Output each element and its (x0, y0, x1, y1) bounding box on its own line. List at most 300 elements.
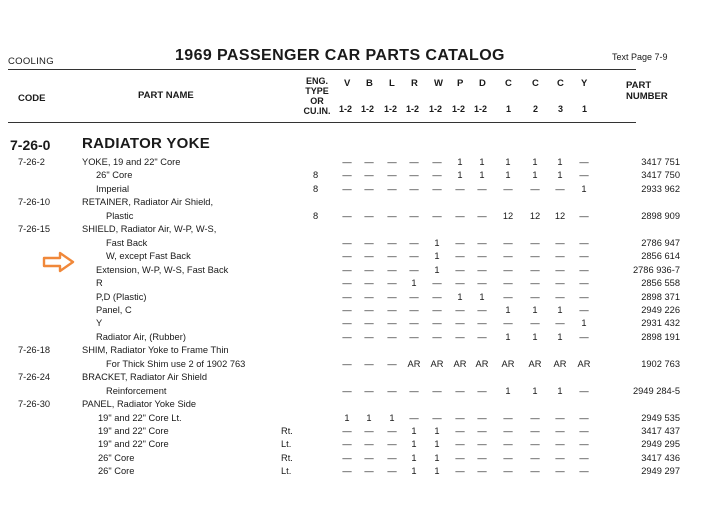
engine-type: 8 (313, 183, 319, 194)
quantity-cell: — (409, 210, 419, 221)
quantity-cell: 1 (434, 439, 440, 450)
part-name: For Thick Shim use 2 of 1902 763 (106, 358, 246, 369)
model-letter-heading: B (366, 78, 373, 89)
quantity-cell: 1 (532, 304, 538, 315)
column-header-rule (8, 122, 636, 123)
part-name: Panel, C (96, 304, 132, 315)
quantity-cell: — (579, 304, 589, 315)
quantity-cell: 12 (502, 210, 514, 221)
quantity-cell: — (455, 318, 465, 329)
part-name: 26" Core (98, 452, 135, 463)
quantity-cell: — (387, 237, 397, 248)
table-row (0, 278, 721, 291)
quantity-cell: — (503, 318, 513, 329)
quantity-cell: AR (430, 358, 444, 369)
quantity-cell: — (477, 466, 487, 477)
part-name: PANEL, Radiator Yoke Side (82, 399, 197, 410)
part-number: 1902 763 (641, 358, 680, 369)
part-name: YOKE, 19 and 22" Core (82, 157, 181, 167)
table-row (0, 332, 721, 345)
section-title: RADIATOR YOKE (82, 135, 211, 152)
quantity-cell: — (477, 304, 487, 315)
part-number: 2949 297 (641, 466, 680, 477)
quantity-cell: — (364, 183, 374, 194)
quantity-cell: — (555, 278, 565, 289)
quantity-cell: — (579, 210, 589, 221)
quantity-cell: 1 (479, 291, 485, 302)
quantity-cell: — (364, 304, 374, 315)
model-letter-heading: D (479, 78, 486, 89)
table-row (0, 426, 721, 439)
quantity-cell: — (432, 170, 442, 181)
quantity-cell: AR (501, 358, 515, 369)
quantity-cell: — (579, 385, 589, 396)
part-side: Rt. (281, 452, 293, 463)
model-letter-heading: R (411, 78, 418, 89)
quantity-cell: 1 (389, 412, 395, 423)
part-side: Lt. (281, 466, 292, 477)
quantity-cell: — (409, 385, 419, 396)
quantity-cell: — (432, 278, 442, 289)
quantity-cell: — (579, 439, 589, 450)
quantity-cell: — (555, 426, 565, 436)
column-code: CODE (18, 93, 46, 104)
header-rule (8, 69, 636, 70)
part-side: Lt. (281, 439, 292, 450)
quantity-cell: — (503, 452, 513, 463)
quantity-cell: — (530, 264, 540, 275)
quantity-cell: — (342, 278, 352, 289)
quantity-cell: — (503, 278, 513, 289)
part-code: 7-26-10 (18, 197, 51, 208)
page-reference: Text Page 7-9 (612, 52, 668, 62)
quantity-cell: — (409, 291, 419, 302)
quantity-cell: — (477, 412, 487, 423)
table-row (0, 197, 721, 210)
quantity-cell: 1 (557, 385, 563, 396)
page-title: 1969 PASSENGER CAR PARTS CATALOG (175, 47, 505, 64)
quantity-cell: — (387, 157, 397, 167)
part-number: 3417 436 (641, 452, 680, 463)
quantity-cell: — (364, 210, 374, 221)
part-code: 7-26-2 (18, 157, 45, 167)
quantity-cell: — (477, 210, 487, 221)
quantity-cell: 1 (434, 264, 440, 275)
part-name: W, except Fast Back (106, 251, 191, 262)
right-arrow-icon (42, 251, 76, 273)
model-sub-heading: 1 (506, 104, 512, 114)
column-part-name: PART NAME (138, 90, 194, 101)
quantity-cell: — (555, 251, 565, 262)
quantity-cell: — (455, 412, 465, 423)
quantity-cell: — (530, 439, 540, 450)
part-name: 19" and 22" Core (98, 439, 169, 450)
model-letter-heading: Y (581, 78, 588, 89)
quantity-cell: — (364, 426, 374, 436)
part-number: 3417 750 (641, 170, 680, 181)
part-code: 7-26-30 (18, 399, 51, 410)
quantity-cell: — (579, 412, 589, 423)
part-number: 2931 432 (641, 318, 680, 329)
part-name: SHIM, Radiator Yoke to Frame Thin (82, 345, 229, 356)
quantity-cell: — (364, 439, 374, 450)
quantity-cell: 1 (532, 157, 538, 167)
quantity-cell: 1 (434, 452, 440, 463)
quantity-cell: — (364, 157, 374, 167)
table-row (0, 386, 721, 399)
quantity-cell: 1 (434, 426, 440, 436)
eng-type-line: CU.IN. (303, 106, 331, 116)
quantity-cell: — (579, 426, 589, 436)
quantity-cell: — (364, 318, 374, 329)
quantity-cell: — (342, 331, 352, 342)
quantity-cell: — (387, 385, 397, 396)
quantity-cell: — (455, 439, 465, 450)
quantity-cell: — (432, 318, 442, 329)
quantity-cell: 1 (434, 466, 440, 477)
quantity-cell: — (342, 358, 352, 369)
quantity-cell: — (409, 304, 419, 315)
eng-type-line: OR (310, 96, 324, 106)
quantity-cell: — (530, 318, 540, 329)
quantity-cell: — (455, 385, 465, 396)
model-sub-heading: 1-2 (429, 104, 443, 114)
table-row (0, 413, 721, 426)
model-sub-heading: 1-2 (384, 104, 398, 114)
quantity-cell: — (530, 452, 540, 463)
quantity-cell: — (364, 385, 374, 396)
quantity-cell: 1 (411, 452, 417, 463)
quantity-cell: — (503, 251, 513, 262)
quantity-cell: — (555, 264, 565, 275)
quantity-cell: — (409, 412, 419, 423)
part-number: 2786 936-7 (632, 264, 680, 275)
quantity-cell: — (503, 466, 513, 477)
quantity-cell: — (409, 157, 419, 167)
table-row (0, 466, 721, 479)
quantity-cell: — (455, 183, 465, 194)
quantity-cell: — (579, 157, 589, 167)
quantity-cell: — (455, 251, 465, 262)
part-name: Extension, W-P, W-S, Fast Back (96, 264, 229, 275)
quantity-cell: — (432, 291, 442, 302)
quantity-cell: 1 (532, 170, 538, 181)
quantity-cell: — (387, 439, 397, 450)
quantity-cell: — (455, 466, 465, 477)
quantity-cell: 1 (557, 331, 563, 342)
section-code: 7-26-0 (10, 137, 51, 153)
quantity-cell: — (409, 318, 419, 329)
quantity-cell: 1 (479, 170, 485, 181)
quantity-cell: — (432, 210, 442, 221)
part-number-line: PART (626, 80, 652, 91)
model-sub-heading: 1-2 (339, 104, 353, 114)
quantity-cell: 1 (411, 466, 417, 477)
quantity-cell: 1 (505, 157, 511, 167)
quantity-cell: — (432, 412, 442, 423)
quantity-cell: 1 (505, 170, 511, 181)
table-row (0, 224, 721, 237)
part-code: 7-26-15 (18, 224, 51, 235)
quantity-cell: — (503, 264, 513, 275)
part-number: 2949 535 (641, 412, 680, 423)
column-part-number (626, 80, 668, 102)
quantity-cell: — (387, 210, 397, 221)
table-row (0, 157, 721, 170)
quantity-cell: — (387, 466, 397, 477)
quantity-cell: 1 (581, 318, 587, 329)
table-row (0, 439, 721, 452)
quantity-cell: — (477, 264, 487, 275)
quantity-cell: — (409, 237, 419, 248)
part-name: Y (96, 318, 103, 329)
quantity-cell: AR (577, 358, 591, 369)
quantity-cell: 1 (581, 183, 587, 194)
quantity-cell: 1 (557, 157, 563, 167)
part-name: P,D (Plastic) (96, 291, 147, 302)
quantity-cell: — (477, 331, 487, 342)
quantity-cell: 1 (457, 291, 463, 302)
table-row (0, 399, 721, 412)
quantity-cell: 1 (532, 331, 538, 342)
part-name: RETAINER, Radiator Air Shield, (82, 197, 214, 208)
quantity-cell: — (342, 466, 352, 477)
quantity-cell: — (387, 304, 397, 315)
quantity-cell: — (530, 291, 540, 302)
quantity-cell: — (364, 278, 374, 289)
quantity-cell: 1 (434, 237, 440, 248)
quantity-cell: — (342, 237, 352, 248)
quantity-cell: — (530, 237, 540, 248)
quantity-cell: 1 (411, 278, 417, 289)
part-number: 2898 371 (641, 291, 680, 302)
model-sub-heading: 1-2 (452, 104, 466, 114)
quantity-cell: 1 (366, 412, 372, 423)
quantity-cell: — (342, 210, 352, 221)
quantity-cell: 1 (434, 251, 440, 262)
part-name: Fast Back (106, 237, 148, 248)
quantity-cell: — (503, 291, 513, 302)
table-row (0, 345, 721, 358)
quantity-cell: — (364, 237, 374, 248)
model-letter-heading: P (457, 78, 464, 89)
quantity-cell: — (555, 466, 565, 477)
quantity-cell: 1 (505, 331, 511, 342)
quantity-cell: — (530, 278, 540, 289)
quantity-cell: — (342, 439, 352, 450)
quantity-cell: — (387, 291, 397, 302)
model-sub-heading: 1-2 (406, 104, 420, 114)
table-row (0, 265, 721, 278)
quantity-cell: 1 (411, 439, 417, 450)
model-letter-heading: W (434, 78, 443, 89)
part-side: Rt. (281, 426, 293, 436)
part-number: 2933 962 (641, 183, 680, 194)
quantity-cell: 1 (411, 426, 417, 436)
quantity-cell: — (387, 251, 397, 262)
part-number: 2898 191 (641, 331, 680, 342)
quantity-cell: — (387, 426, 397, 436)
model-sub-heading: 2 (533, 104, 539, 114)
quantity-cell: — (477, 183, 487, 194)
part-number: 3417 751 (641, 157, 680, 167)
quantity-cell: 1 (457, 170, 463, 181)
quantity-cell: — (477, 318, 487, 329)
quantity-cell: — (455, 426, 465, 436)
eng-type-line: TYPE (305, 86, 329, 96)
quantity-cell: — (530, 466, 540, 477)
part-name: R (96, 278, 103, 289)
quantity-cell: — (477, 251, 487, 262)
quantity-cell: — (530, 426, 540, 436)
quantity-cell: — (555, 452, 565, 463)
table-row (0, 318, 721, 331)
quantity-cell: — (432, 157, 442, 167)
quantity-cell: — (364, 251, 374, 262)
quantity-cell: — (455, 304, 465, 315)
quantity-cell: — (503, 426, 513, 436)
table-row (0, 372, 721, 385)
quantity-cell: — (387, 358, 397, 369)
quantity-cell: — (342, 318, 352, 329)
quantity-cell: — (432, 385, 442, 396)
quantity-cell: — (387, 452, 397, 463)
quantity-cell: — (364, 358, 374, 369)
quantity-cell: — (477, 278, 487, 289)
quantity-cell: — (579, 264, 589, 275)
quantity-cell: — (503, 412, 513, 423)
quantity-cell: — (455, 237, 465, 248)
quantity-cell: — (455, 452, 465, 463)
quantity-cell: — (477, 426, 487, 436)
quantity-cell: — (455, 331, 465, 342)
part-number: 2949 226 (641, 304, 680, 315)
part-name: SHIELD, Radiator Air, W-P, W-S, (82, 224, 217, 235)
part-name: 26" Core (96, 170, 133, 181)
model-letter-heading: C (532, 78, 539, 89)
part-name: Reinforcement (106, 385, 167, 396)
model-sub-heading: 3 (558, 104, 564, 114)
quantity-cell: — (387, 318, 397, 329)
quantity-cell: — (503, 183, 513, 194)
model-letter-heading: C (505, 78, 512, 89)
quantity-cell: 1 (505, 304, 511, 315)
quantity-cell: AR (553, 358, 567, 369)
quantity-cell: — (409, 251, 419, 262)
quantity-cell: 1 (557, 304, 563, 315)
part-code: 7-26-18 (18, 345, 51, 356)
part-number: 2949 295 (641, 439, 680, 450)
part-name: BRACKET, Radiator Air Shield (82, 372, 208, 383)
quantity-cell: 12 (529, 210, 541, 221)
quantity-cell: — (555, 412, 565, 423)
part-name: 26" Core (98, 466, 135, 477)
quantity-cell: AR (475, 358, 489, 369)
part-name: 19" and 22" Core (98, 426, 169, 436)
quantity-cell: — (342, 426, 352, 436)
part-number: 2786 947 (641, 237, 680, 248)
table-row (0, 292, 721, 305)
part-number-line: NUMBER (626, 91, 668, 102)
quantity-cell: 1 (479, 157, 485, 167)
quantity-cell: — (530, 412, 540, 423)
column-eng-type (292, 76, 342, 116)
quantity-cell: 12 (554, 210, 566, 221)
quantity-cell: — (432, 331, 442, 342)
quantity-cell: AR (453, 358, 467, 369)
quantity-cell: — (342, 452, 352, 463)
quantity-cell: — (579, 170, 589, 181)
quantity-cell: — (364, 331, 374, 342)
model-sub-heading: 1-2 (474, 104, 488, 114)
quantity-cell: — (342, 291, 352, 302)
quantity-cell: — (342, 251, 352, 262)
quantity-cell: — (364, 264, 374, 275)
table-row (0, 170, 721, 183)
table-row (0, 251, 721, 264)
table-row (0, 211, 721, 224)
model-letter-heading: C (557, 78, 564, 89)
quantity-cell: — (409, 170, 419, 181)
quantity-cell: — (387, 170, 397, 181)
quantity-cell: AR (528, 358, 542, 369)
part-number: 3417 437 (641, 426, 680, 436)
quantity-cell: — (579, 278, 589, 289)
part-name: Plastic (106, 210, 134, 221)
quantity-cell: — (409, 264, 419, 275)
quantity-cell: AR (407, 358, 421, 369)
quantity-cell: — (342, 157, 352, 167)
quantity-cell: — (503, 439, 513, 450)
quantity-cell: — (477, 237, 487, 248)
quantity-cell: — (455, 264, 465, 275)
model-sub-heading: 1-2 (361, 104, 375, 114)
quantity-cell: — (387, 264, 397, 275)
quantity-cell: — (555, 439, 565, 450)
engine-type: 8 (313, 170, 319, 181)
model-letter-heading: L (389, 78, 395, 89)
part-name: Imperial (96, 183, 130, 194)
quantity-cell: — (579, 251, 589, 262)
table-row (0, 359, 721, 372)
quantity-cell: — (342, 170, 352, 181)
quantity-cell: — (409, 183, 419, 194)
table-row (0, 305, 721, 318)
quantity-cell: — (364, 466, 374, 477)
quantity-cell: — (477, 439, 487, 450)
catalog-section-label: COOLING (8, 56, 54, 67)
part-number: 2949 284-5 (632, 385, 680, 396)
quantity-cell: — (555, 318, 565, 329)
quantity-cell: — (579, 452, 589, 463)
quantity-cell: — (455, 210, 465, 221)
quantity-cell: — (342, 385, 352, 396)
quantity-cell: — (432, 304, 442, 315)
eng-type-line: ENG. (305, 76, 328, 86)
quantity-cell: 1 (532, 385, 538, 396)
part-name: 19" and 22" Core Lt. (98, 412, 182, 423)
quantity-cell: — (387, 183, 397, 194)
quantity-cell: — (387, 278, 397, 289)
quantity-cell: — (579, 331, 589, 342)
quantity-cell: — (364, 170, 374, 181)
quantity-cell: — (530, 251, 540, 262)
quantity-cell: 1 (457, 157, 463, 167)
model-letter-heading: V (344, 78, 351, 89)
quantity-cell: — (342, 304, 352, 315)
table-row (0, 453, 721, 466)
quantity-cell: — (342, 183, 352, 194)
